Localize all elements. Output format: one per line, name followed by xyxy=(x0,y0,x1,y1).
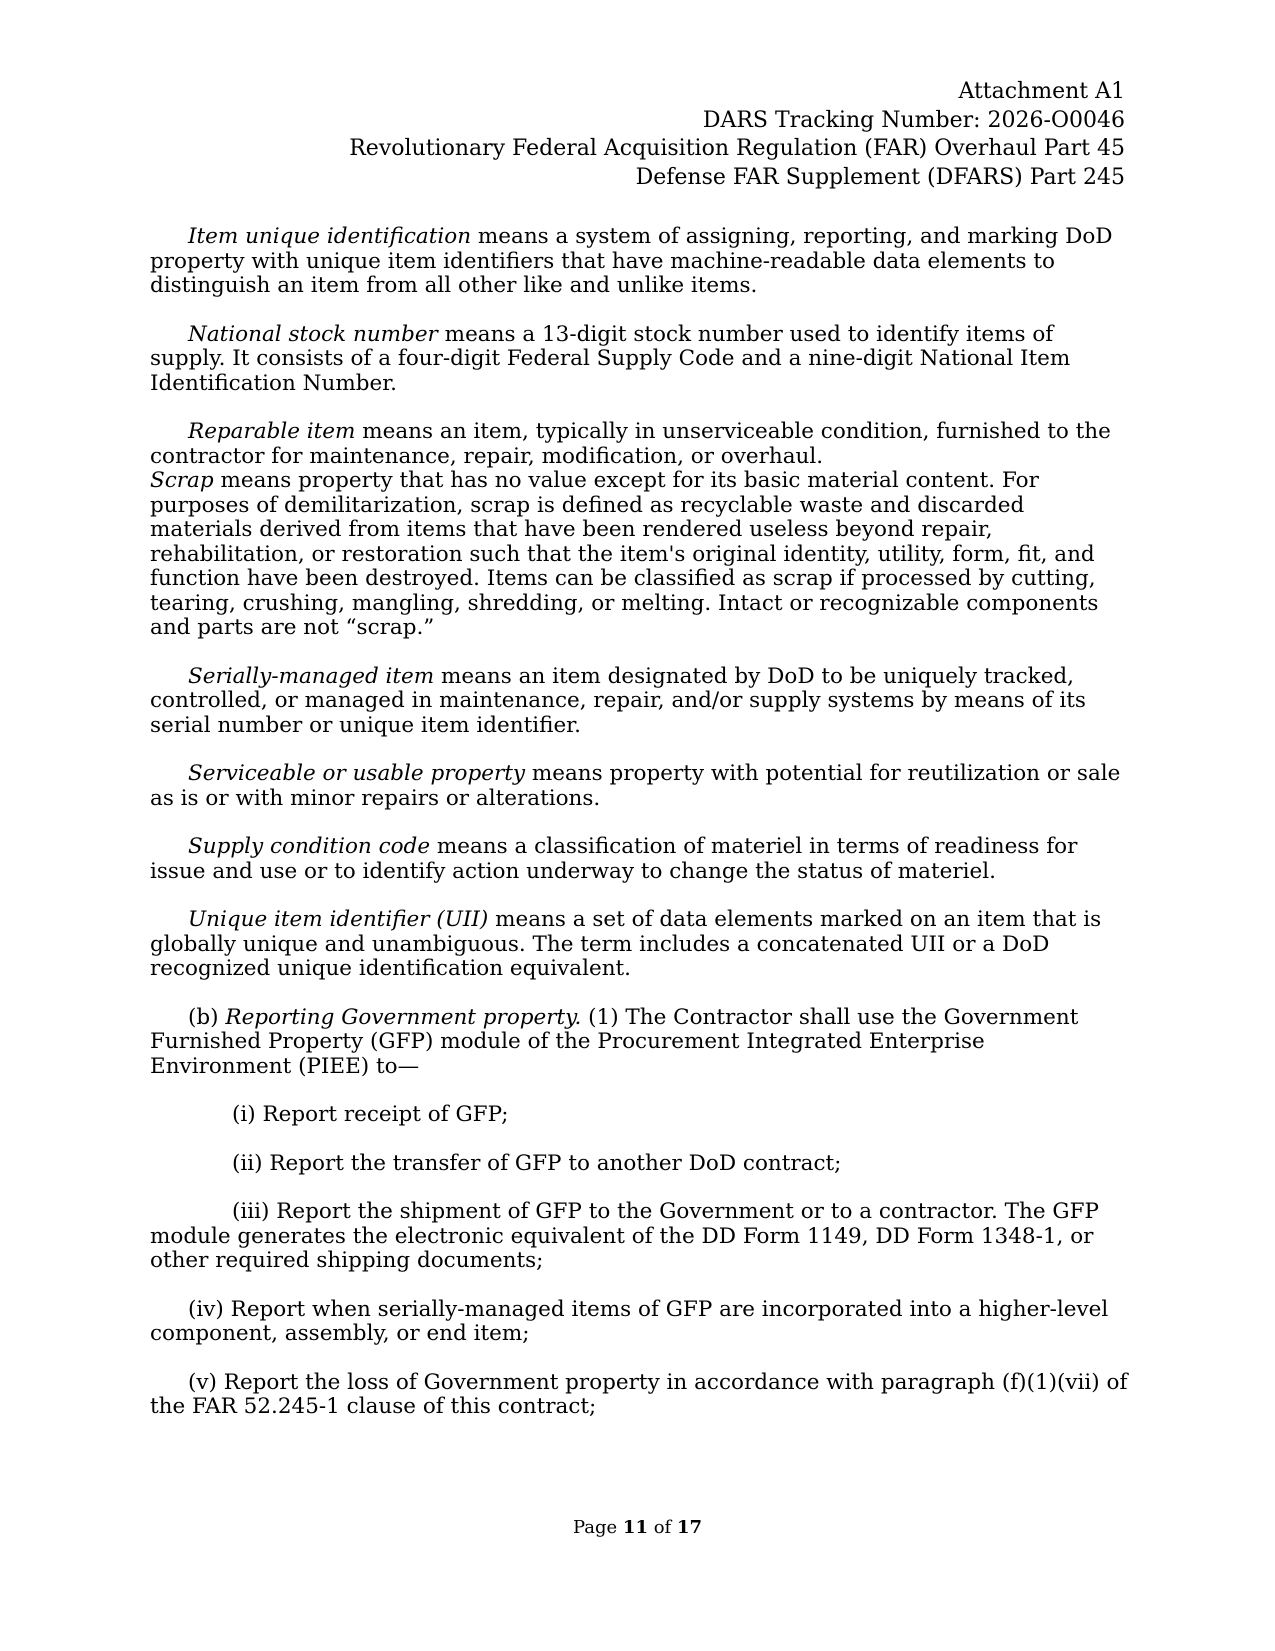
definition-term: Serviceable or usable property xyxy=(188,761,526,786)
definition-unique-item-identifier xyxy=(150,908,1130,982)
definition-text: means a set of data elements marked on an item that is globally unique and unambiguous. The term includes a concatenated UII or a DoD recognized unique identification equivalent. xyxy=(150,907,1102,981)
paragraph-label: (b) xyxy=(188,1004,226,1030)
definition-term: National stock number xyxy=(188,321,438,347)
document-body xyxy=(150,225,1130,1420)
definition-scrap xyxy=(150,469,1130,641)
definition-text: means property with potential for reutilization or sale as is or with minor repairs or alterations. xyxy=(150,761,1121,811)
definition-term: Serially-managed item xyxy=(188,663,435,689)
definition-supply-condition-code xyxy=(150,835,1130,884)
paragraph-b-reporting-government-property xyxy=(150,1006,1130,1080)
list-item-iii: (iii) Report the shipment of GFP to the Government or to a contractor. The GFP module generates the electronic equivalent of the DD Form 1149, DD Form 1348-1, or other required shipping documents; xyxy=(150,1199,1099,1273)
list-item-iv: (iv) Report when serially-managed items of GFP are incorporated into a higher-level component, assembly, or end item; xyxy=(150,1296,1109,1346)
tracking-number: DARS Tracking Number: 2026-O0046 xyxy=(702,107,1125,133)
paragraph-heading: Reporting Government property. xyxy=(225,1004,582,1030)
of-word: of xyxy=(647,1517,677,1538)
definition-national-stock-number xyxy=(150,323,1130,397)
page-footer xyxy=(0,1517,1275,1539)
page-number: 11 xyxy=(622,1517,648,1538)
definition-text: means property that has no value except for its basic material content. For purposes of demilitarization, scrap is defined as recyclable waste and discarded materials derived from items that have been rendered useless beyond repair, rehabilitation, or restoration such that the item's original identity, utility, form, fit, and function have been destroyed. Items can be classified as scrap if processed by cutting, tearing, crushing, mangling, shredding, or melting. Intact or recognizable components and parts are not “scrap.” xyxy=(150,468,1099,640)
paragraph-text: (1) The Contractor shall use the Government Furnished Property (GFP) module of the Procurement Integrated Enterprise Environment (PIEE) to— xyxy=(150,1004,1079,1079)
list-item-i: (i) Report receipt of GFP; xyxy=(232,1102,509,1127)
definition-term: Supply condition code xyxy=(188,834,431,859)
definition-serviceable-property xyxy=(150,762,1130,811)
definition-text: means an item, typically in unserviceable condition, furnished to the contractor for maintenance, repair, modification, or overhaul. xyxy=(150,419,1111,469)
definition-term: Item unique identification xyxy=(188,224,472,249)
list-item-v: (v) Report the loss of Government property in accordance with paragraph (f)(1)(vii) of the FAR 52.245-1 clause of this contract; xyxy=(150,1369,1128,1419)
definition-text: means a system of assigning, reporting, and marking DoD property with unique item identifiers that have machine-readable data elements to distinguish an item from all other like and unlike items. xyxy=(150,224,1113,298)
list-item-ii: (ii) Report the transfer of GFP to another DoD contract; xyxy=(232,1150,842,1176)
dfars-part-title: Defense FAR Supplement (DFARS) Part 245 xyxy=(635,164,1125,190)
page-word: Page xyxy=(572,1517,623,1538)
definition-text: means a classification of materiel in terms of readiness for issue and use or to identify action underway to change the status of materiel. xyxy=(150,834,1078,884)
definition-item-unique-identification xyxy=(150,225,1130,299)
definition-term: Scrap xyxy=(150,468,214,493)
definition-text: means a 13-digit stock number used to identify items of supply. It consists of a four-digit Federal Supply Code and a nine-digit National Item Identification Number. xyxy=(150,321,1071,396)
attachment-label: Attachment A1 xyxy=(958,79,1125,104)
definition-term: Unique item identifier (UII) xyxy=(188,907,489,932)
page-total: 17 xyxy=(676,1517,702,1538)
definition-term: Reparable item xyxy=(188,419,356,444)
far-part-title: Revolutionary Federal Acquisition Regulation (FAR) Overhaul Part 45 xyxy=(349,136,1125,161)
definition-serially-managed-item xyxy=(150,665,1130,739)
definition-reparable-item xyxy=(150,420,1130,469)
page-header xyxy=(225,78,1125,192)
definition-text: means an item designated by DoD to be uniquely tracked, controlled, or managed in maintenance, repair, and/or supply systems by means of its serial number or unique item identifier. xyxy=(150,663,1086,738)
